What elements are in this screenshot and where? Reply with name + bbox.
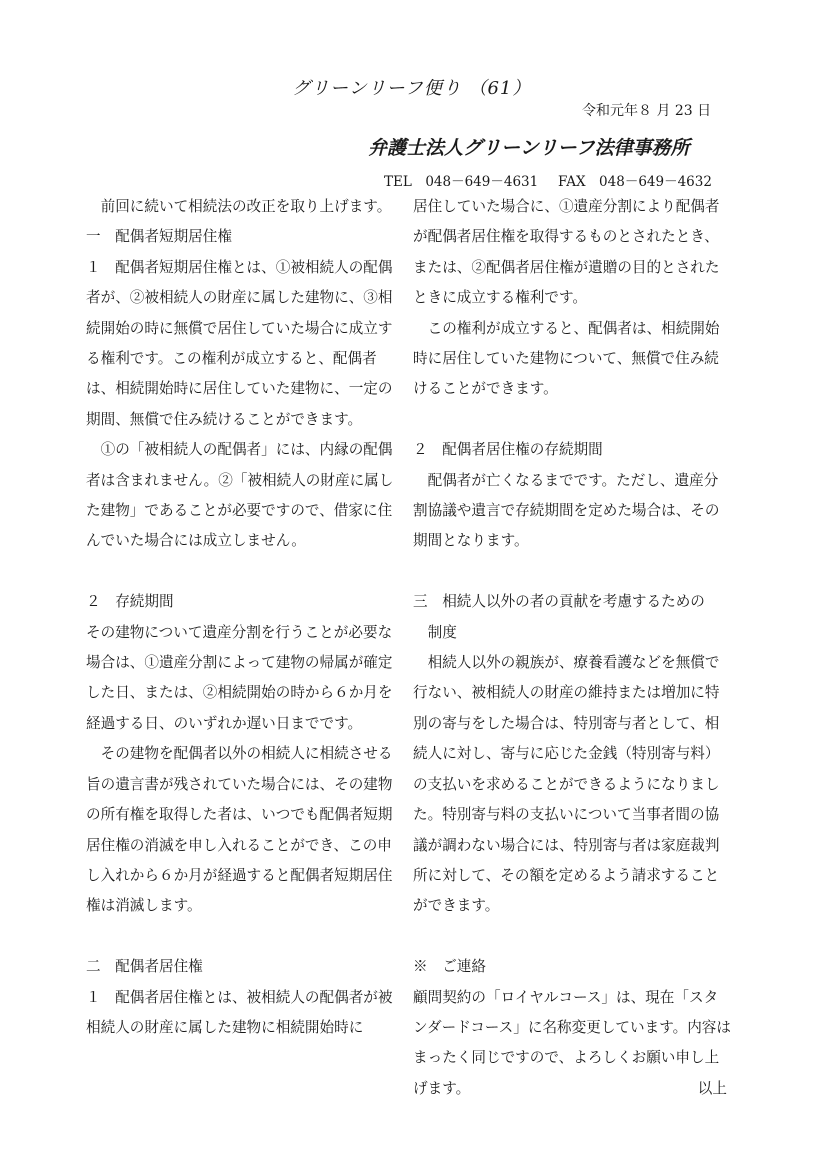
subsection-heading-residence-duration: ２ 配偶者居住権の存続期間: [413, 441, 603, 459]
paragraph: １ 配偶者短期居住権とは、①被相続人の配偶者が、②被相続人の財産に属した建物に、③相続開始の時に無償で居住していた場合に成立する権利です。この権利が成立すると、配偶者は、相続開始時に居住していた建物に、一定の期間、無償で住み続けることができます。: [86, 258, 393, 428]
law-firm-name: 弁護士法人グリーンリーフ法律事務所: [368, 137, 690, 159]
subsection-heading-duration: ２ 存続期間: [86, 593, 174, 611]
paragraph: 配偶者が亡くなるまでです。ただし、遺産分割協議や遺言で存続期間を定めた場合は、その期間となります。: [413, 471, 720, 550]
section-heading-contribution: 三 相続人以外の者の貢献を考慮するための: [413, 593, 705, 611]
section-heading-spouse-residence: 二 配偶者居住権: [86, 958, 203, 976]
paragraph: その建物を配偶者以外の相続人に相続させる旨の遺言書が残されていた場合には、その建物の所有権を取得した者は、いつでも配偶者短期居住権の消滅を申し入れることができ、この申し入れから６か月が経過すると配偶者短期居住権は消滅します。: [86, 745, 393, 915]
left-column: [86, 192, 404, 1043]
paragraph: その建物について遺産分割を行うことが必要な場合は、①遺産分割によって建物の帰属が確定した日、または、②相続開始の時から６か月を経過する日、のいずれか遅い日までです。: [86, 623, 393, 732]
right-column: [413, 192, 731, 1104]
paragraph: 居住していた場合に、①遺産分割により配偶者が配偶者居住権を取得するものとされたとき、または、②配偶者居住権が遺贈の目的とされたときに成立する権利です。: [413, 198, 720, 307]
paragraph: この権利が成立すると、配偶者は、相続開始時に居住していた建物について、無償で住み続けることができます。: [413, 319, 720, 398]
section-heading-short-term-residence: 一 配偶者短期居住権: [86, 228, 232, 246]
spacer: [86, 557, 404, 587]
spacer: [86, 922, 404, 952]
closing-word: 以上: [697, 1079, 727, 1097]
paragraph: 相続人以外の親族が、療養看護などを無償で行ない、被相続人の財産の維持または増加に特別の寄与をした場合は、特別寄与者として、相続人に対し、寄与に応じた金銭（特別寄与料）の支払いを求めることができるようになりました。特別寄与料の支払いについて当事者間の協議が調わない場合には、特別寄与者は家庭裁判所に対して、その額を定めるよう請求することができます。: [413, 654, 720, 915]
paragraph: ①の「被相続人の配偶者」には、内縁の配偶者は含まれません。②「被相続人の財産に属した建物」であることが必要ですので、借家に住んでいた場合には成立しません。: [86, 441, 394, 550]
section-heading-continuation: 制度: [427, 623, 457, 641]
spacer: [413, 405, 731, 435]
intro-paragraph: 前回に続いて相続法の改正を取り上げます。: [100, 198, 392, 215]
paragraph: １ 配偶者居住権とは、被相続人の配偶者が被相続人の財産に属した建物に相続開始時に: [86, 988, 393, 1036]
notice-text: 顧問契約の「ロイヤルコース」は、現在「スタンダードコース」に名称変更しています。内容はまったく同じですので、よろしくお願い申し上げます。: [413, 988, 731, 1097]
spacer: [413, 922, 731, 952]
issue-date: 令和元年８ 月 23 日: [582, 103, 712, 119]
notice-paragraph: [413, 983, 731, 1105]
newsletter-title: グリーンリーフ便り （61）: [292, 78, 532, 99]
spacer: [413, 557, 731, 587]
contact-line: TEL 048－649－4631 FAX 048－649－4632: [384, 174, 712, 190]
notice-heading: ※ ご連絡: [413, 958, 486, 976]
